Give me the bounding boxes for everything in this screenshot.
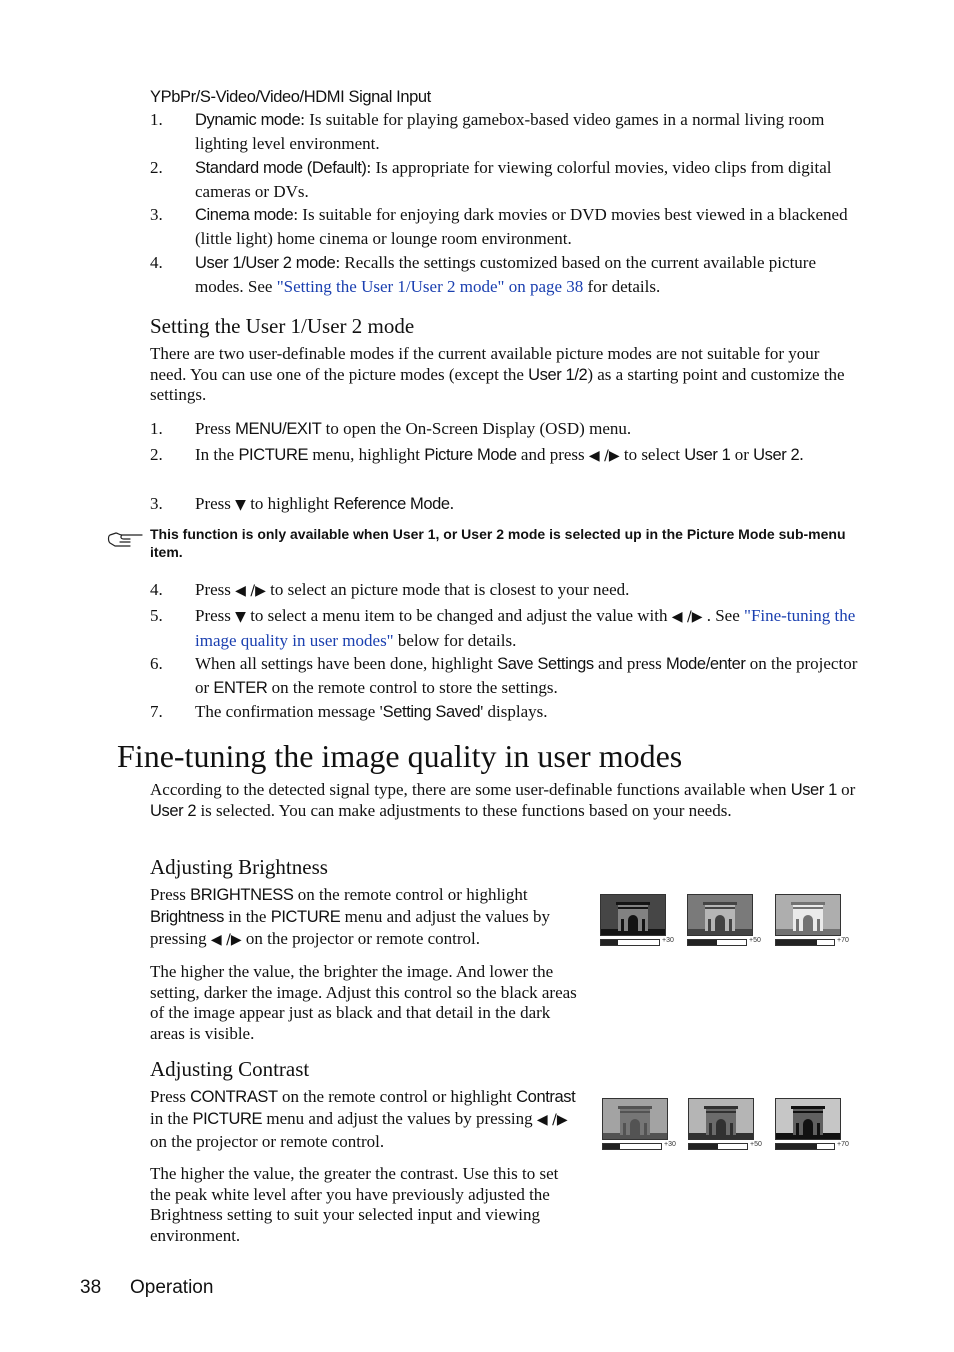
list-number: 3. [150,205,163,224]
arch-image [775,1098,841,1140]
paragraph: The higher the value, the greater the contrast. Use this to set the peak white level after you have previously adjusted the Brightness setting to suit your selected input and viewing environment. [150,1164,559,1245]
arch-drawing [688,895,752,935]
list-number: 2. [150,445,163,464]
note-text: This function is only available when User 1, or User 2 mode is selected up in the Picture Mode sub-menu item. [150,526,846,560]
paragraph: Press CONTRAST on the remote control or highlight Contrast in the PICTURE menu and adjust the values by pressing ◀ /▶ on the projector or remote control. [150,1087,576,1151]
arch-drawing [689,1099,753,1139]
level-fill [601,940,618,945]
chapter-heading: Fine-tuning the image quality in user modes [117,738,683,774]
arch-drawing [776,895,840,935]
list-item: Standard mode (Default): Is appropriate for viewing colorful movies, video clips from digital cameras or DVs. [195,158,832,201]
section-heading: Setting the User 1/User 2 mode [150,314,415,338]
page-number: 38 [80,1277,102,1298]
left-right-arrows-icon: ◀ /▶ [671,609,703,625]
paragraph: According to the detected signal type, there are some user-definable functions available when User 1 or User 2 is selected. You can make adjustments to these functions based on your needs. [150,780,856,820]
level-fill [689,1144,718,1149]
list-number: 5. [150,606,163,625]
arch-image [687,894,753,936]
arch-image [600,894,666,936]
pointing-hand-icon [106,529,144,551]
level-bar [602,1143,662,1150]
level-fill [776,940,817,945]
arch-drawing [776,1099,840,1139]
list-item: Cinema mode: Is suitable for enjoying dark movies or DVD movies best viewed in a blackened (little light) home cinema or lounge room environment. [195,205,848,248]
paragraph: Press BRIGHTNESS on the remote control or highlight Brightness in the PICTURE menu and adjust the values by pressing ◀ /▶ on the projector or remote control. [150,885,550,948]
level-value: +50 [750,1141,762,1148]
level-fill [688,940,717,945]
level-fill [776,1144,817,1149]
down-arrow-icon: ▼ [235,609,246,625]
arch-image [775,894,841,936]
arch-drawing [603,1099,667,1139]
paragraph: The higher the value, the brighter the image. And lower the setting, darker the image. Adjust this control so the black areas of the image appear just as black and that detail in the dark areas is visible. [150,962,577,1043]
arch-drawing [601,895,665,935]
list-item: User 1/User 2 mode: Recalls the settings customized based on the current available picture modes. See "Setting the User 1/User 2 mode" on page 38 for details. [195,253,817,296]
section-heading: Adjusting Brightness [150,855,328,879]
section-link[interactable]: "Fine-tuning the image quality in user modes" [195,606,856,650]
list-item: Press MENU/EXIT to open the On-Screen Display (OSD) menu. [195,419,632,438]
left-right-arrows-icon: ◀ /▶ [210,932,242,948]
level-value: +70 [837,1141,849,1148]
left-right-arrows-icon: ◀ /▶ [235,583,266,599]
page-link[interactable]: "Setting the User 1/User 2 mode" on page 38 [276,277,584,296]
left-right-arrows-icon: ◀ /▶ [588,448,620,464]
footer-section: Operation [130,1277,214,1298]
list-number: 6. [150,654,163,673]
list-number: 2. [150,158,163,177]
list-item: Press ◀ /▶ to select an picture mode that is closest to your need. [195,580,630,599]
list-item: Press ▼ to highlight Reference Mode. [195,494,454,513]
list-number: 4. [150,580,163,599]
level-bar [600,939,660,946]
level-value: +70 [837,937,849,944]
paragraph: There are two user-definable modes if the current available picture modes are not suitable for your need. You can use one of the picture modes (except the User 1/2) as a starting point and customize the settings. [150,344,845,404]
level-value: +30 [662,937,674,944]
list-number: 7. [150,702,163,721]
arch-image [688,1098,754,1140]
level-value: +30 [664,1141,676,1148]
list-item: When all settings have been done, highlight Save Settings and press Mode/enter on the projector or ENTER on the remote control to store the settings. [195,654,858,697]
level-fill [603,1144,620,1149]
level-bar [688,1143,748,1150]
list-item: Dynamic mode: Is suitable for playing gamebox-based video games in a normal living room lighting level environment. [195,110,825,153]
list-number: 1. [150,110,163,129]
left-right-arrows-icon: ◀ /▶ [536,1112,568,1128]
level-bar [775,1143,835,1150]
list-number: 3. [150,494,163,513]
level-value: +50 [749,937,761,944]
list-item: In the PICTURE menu, highlight Picture Mode and press ◀ /▶ to select User 1 or User 2. [195,445,804,464]
list-number: 4. [150,253,163,272]
list-number: 1. [150,419,163,438]
level-bar [687,939,747,946]
down-arrow-icon: ▼ [235,497,246,513]
level-bar [775,939,835,946]
list-item: The confirmation message 'Setting Saved' displays. [195,702,548,721]
signal-heading: YPbPr/S-Video/Video/HDMI Signal Input [150,88,431,106]
arch-image [602,1098,668,1140]
list-item: Press ▼ to select a menu item to be changed and adjust the value with ◀ /▶ . See "Fine-tuning the image quality in user modes" below for details. [195,606,856,650]
section-heading: Adjusting Contrast [150,1057,310,1081]
